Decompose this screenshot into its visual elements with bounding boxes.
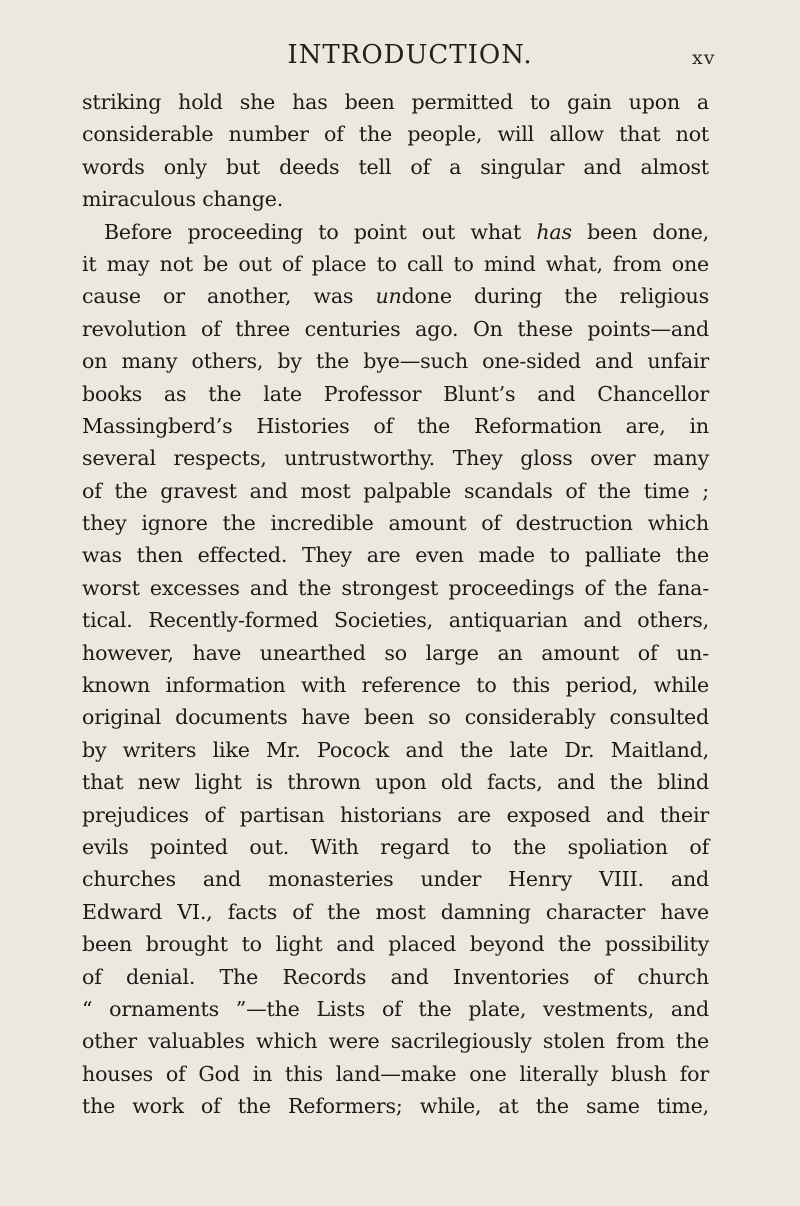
text-line: worst excesses and the strongest proceedings of the fana- (82, 575, 709, 600)
text-line: of denial. The Records and Inventories of church (82, 964, 709, 989)
text-line: several respects, untrustworthy. They gloss over many (82, 446, 709, 471)
text-segment: Before proceeding to point out what (104, 219, 537, 244)
text-segment: been done, (571, 219, 710, 244)
text-line: houses of God in this land—make one literally blush for (82, 1061, 709, 1086)
page-header (0, 40, 800, 80)
text-line: original documents have been so considerably consulted (82, 705, 709, 730)
text-line: the work of the Reformers; while, at the same time, (82, 1094, 709, 1119)
text-line: been brought to light and placed beyond the possibility (82, 932, 709, 957)
text-line: known information with reference to this period, while (82, 673, 709, 698)
text-line: on many others, by the bye—such one-sided and unfair (82, 349, 709, 374)
text-segment: cause or another, was (82, 284, 376, 309)
text-line: striking hold she has been permitted to gain upon a (82, 90, 709, 114)
text-line: miraculous change. (82, 187, 284, 212)
text-line: “ ornaments ”—the Lists of the plate, vestments, and (82, 996, 709, 1021)
text-line: evils pointed out. With regard to the spoliation of (82, 834, 709, 859)
text-line: revolution of three centuries ago. On these points—and (82, 316, 709, 341)
italic-emphasis: un (375, 284, 402, 309)
text-line (82, 216, 709, 248)
running-head: INTRODUCTION. (287, 40, 533, 70)
text-line: they ignore the incredible amount of destruction which (82, 511, 709, 536)
italic-emphasis: has (536, 219, 572, 244)
text-line: other valuables which were sacrilegiously stolen from the (82, 1029, 709, 1054)
page-number: xv (692, 47, 716, 69)
text-line: Edward VI., facts of the most damning character have (82, 899, 709, 924)
text-line: words only but deeds tell of a singular and almost (82, 154, 709, 179)
text-line: considerable number of the people, will allow that not (82, 122, 709, 147)
text-line: churches and monasteries under Henry VIII. and (82, 867, 709, 892)
text-line: of the gravest and most palpable scandals of the time ; (82, 478, 709, 503)
text-line: tical. Recently-formed Societies, antiquarian and others, (82, 608, 709, 633)
text-line: that new light is thrown upon old facts, and the blind (82, 770, 709, 795)
body-text (82, 86, 709, 1123)
text-line: Massingberd’s Histories of the Reformation are, in (82, 413, 709, 438)
text-line: by writers like Mr. Pocock and the late Dr. Maitland, (82, 737, 709, 762)
text-line: prejudices of partisan historians are exposed and their (82, 802, 709, 827)
text-segment: done during the religious (401, 284, 709, 309)
text-line: books as the late Professor Blunt’s and Chancellor (82, 381, 709, 406)
text-line (82, 280, 709, 312)
text-line: however, have unearthed so large an amount of un- (82, 640, 709, 665)
text-line: was then effected. They are even made to palliate the (82, 543, 709, 568)
text-line: it may not be out of place to call to mind what, from one (82, 251, 709, 276)
